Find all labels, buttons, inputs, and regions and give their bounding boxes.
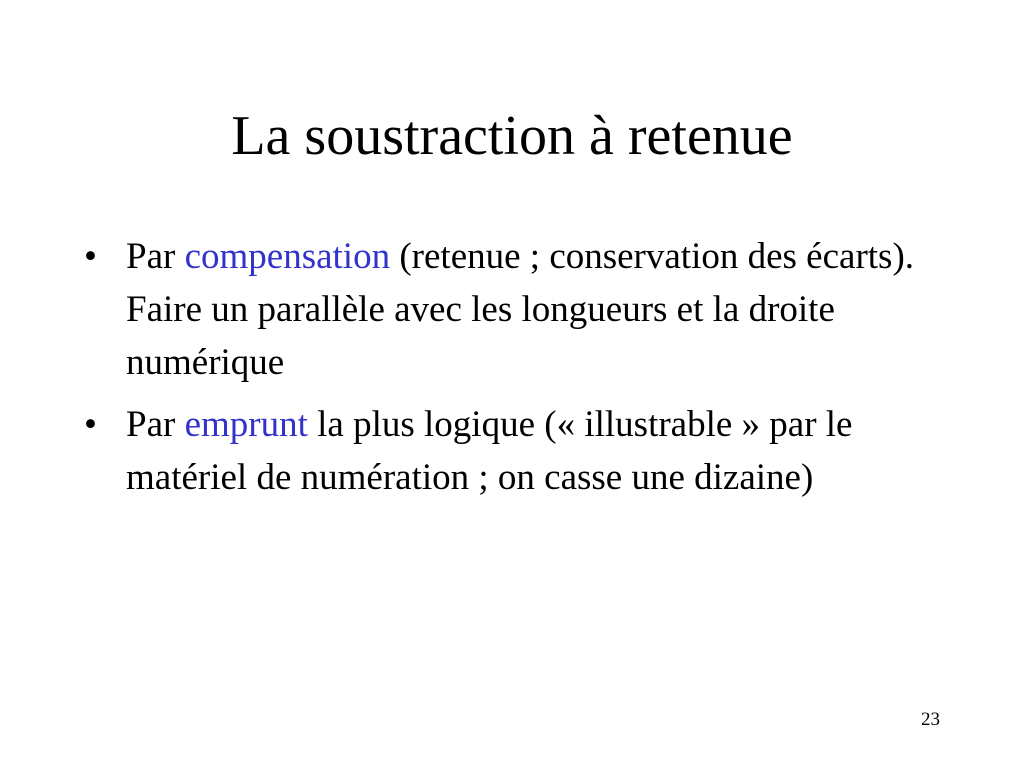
bullet-icon: • [84, 404, 97, 445]
page-number: 23 [921, 709, 940, 730]
bullet-prefix: Par [126, 404, 185, 445]
bullet-prefix: Par [126, 236, 185, 277]
bullet-list [84, 230, 944, 513]
bullet-text: la plus logique (« illustrable » par le matériel de numération ; on casse une dizaine) [126, 404, 853, 498]
bullet-item-emprunt [84, 398, 944, 504]
bullet-item-compensation [84, 230, 944, 389]
bullet-icon: • [84, 236, 97, 277]
bullet-keyword: emprunt [184, 404, 308, 445]
bullet-keyword: compensation [184, 236, 391, 277]
slide-title: La soustraction à retenue [231, 105, 793, 167]
bullet-text: (retenue ; conservation des écarts). Faire un parallèle avec les longueurs et la droite numérique [126, 236, 915, 383]
